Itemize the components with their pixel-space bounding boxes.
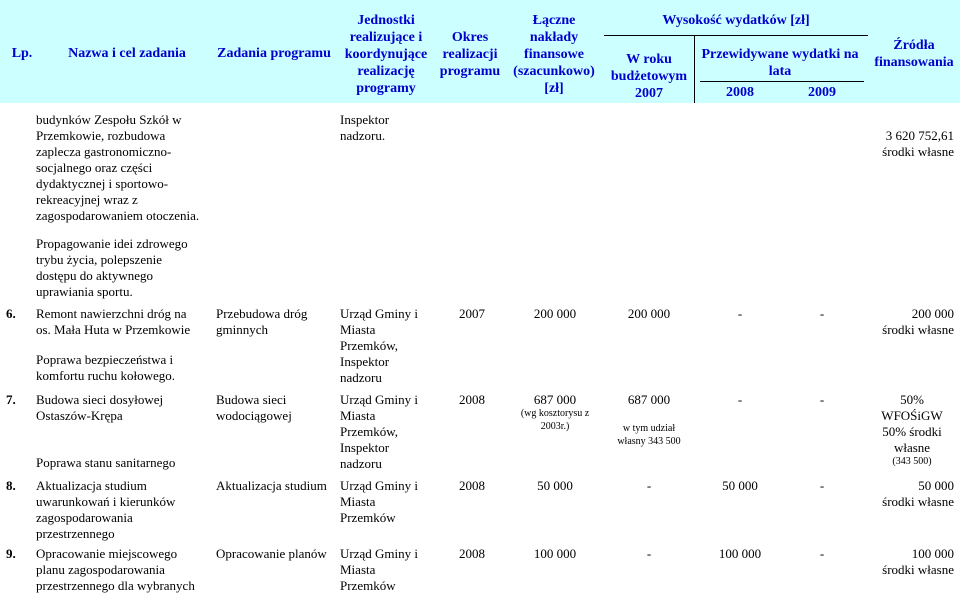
cont-source: środki własne: [882, 144, 954, 159]
row-task: Przebudowa dróg gminnych: [216, 306, 308, 337]
header-divider: [700, 81, 864, 82]
row-2008: 100 000: [718, 546, 762, 561]
row-source: środki własne: [882, 494, 954, 509]
row-unit: Urząd Gminy i Miasta Przemków: [340, 478, 418, 525]
row-total: 200 000: [533, 306, 577, 321]
header-2009: 2009: [808, 85, 836, 100]
row-goal: Poprawa stanu sanitarnego: [36, 455, 176, 470]
header-units: Jednostki realizujące i koordynujące realizację programy: [344, 13, 428, 96]
row-amount: 200 000: [911, 306, 954, 321]
row-goal: Poprawa bezpieczeństwa i komfortu ruchu kołowego.: [36, 352, 176, 383]
header-tasks: Zadania programu: [217, 46, 331, 61]
row-lp: 6.: [6, 306, 16, 321]
header-divider: [694, 36, 695, 103]
row-2009: -: [819, 546, 825, 561]
row-2008: -: [737, 306, 743, 321]
row-2007: 200 000: [627, 306, 671, 321]
row-source-note: (343 500): [892, 456, 932, 467]
row-unit: Urząd Gminy i Miasta Przemków, Inspektor nadzoru: [340, 306, 418, 385]
header-period: Okres realizacji programu: [439, 30, 501, 79]
row-lp: 7.: [6, 392, 16, 407]
header-2008: 2008: [726, 85, 754, 100]
cont-task-name: budynków Zespołu Szkół w Przemkowie, rozbudowa zaplecza gastronomiczno- socjalnego oraz części dydaktycznej i sportowo- rekreacyjnej wraz z zagospodarowaniem otoczenia.: [36, 112, 200, 223]
header-sources: Źródła finansowania: [874, 38, 954, 70]
row-period: 2008: [459, 392, 485, 407]
row-2007: -: [646, 546, 652, 561]
row-source: środki własne: [882, 322, 954, 337]
row-2007: -: [646, 478, 652, 493]
row-amount: 100 000: [911, 546, 954, 561]
header-lp: Lp.: [11, 46, 33, 61]
row-name: Opracowanie miejscowego planu zagospodarowania przestrzennego dla wybranych: [36, 546, 195, 593]
header-total: Łączne nakłady finansowe (szacunkowo) [zł]: [513, 13, 595, 96]
row-2007-note: w tym udział własny 343 500: [617, 423, 681, 447]
row-lp: 8.: [6, 478, 16, 493]
cont-amount: 3 620 752,61: [885, 128, 954, 143]
header-expenses: Wysokość wydatków [zł]: [662, 13, 810, 28]
row-2009: -: [819, 392, 825, 407]
row-source: środki własne: [882, 562, 954, 577]
row-period: 2007: [459, 306, 485, 321]
header-name: Nazwa i cel zadania: [68, 46, 186, 61]
row-task: Aktualizacja studium: [216, 478, 327, 493]
cont-task-goal: Propagowanie idei zdrowego trybu życia, polepszenie dostępu do aktywnego uprawiania sportu.: [36, 236, 188, 299]
row-unit: Urząd Gminy i Miasta Przemków: [340, 546, 418, 593]
row-name: Aktualizacja studium uwarunkowań i kierunków zagospodarowania przestrzennego: [36, 478, 176, 541]
row-period: 2008: [459, 478, 485, 493]
row-source: 50% WFOŚiGW 50% środki własne: [881, 392, 943, 455]
row-2009: -: [819, 478, 825, 493]
header-divider: [604, 35, 868, 36]
row-total: 50 000: [537, 478, 573, 493]
row-task: Budowa sieci wodociągowej: [216, 392, 292, 423]
row-period: 2008: [459, 546, 485, 561]
row-total: 100 000: [533, 546, 577, 561]
row-task: Opracowanie planów: [216, 546, 327, 561]
row-amount: 50 000: [918, 478, 954, 493]
row-name: Remont nawierzchni dróg na os. Mała Huta w Przemkowie: [36, 306, 191, 337]
row-total: 687 000: [533, 392, 577, 407]
header-budget-year: W roku budżetowym 2007: [610, 52, 688, 101]
row-2007: 687 000: [627, 392, 671, 407]
header-planned: Przewidywane wydatki na lata: [701, 47, 859, 79]
row-unit: Urząd Gminy i Miasta Przemków, Inspektor nadzoru: [340, 392, 418, 471]
row-2008: -: [737, 392, 743, 407]
row-total-note: (wg kosztorysu z 2003r.): [520, 408, 590, 432]
row-lp: 9.: [6, 546, 16, 561]
cont-unit: Inspektor nadzoru.: [340, 112, 390, 143]
row-name: Budowa sieci dosyłowej Ostaszów-Krępa: [36, 392, 164, 423]
row-2008: 50 000: [722, 478, 758, 493]
row-2009: -: [819, 306, 825, 321]
